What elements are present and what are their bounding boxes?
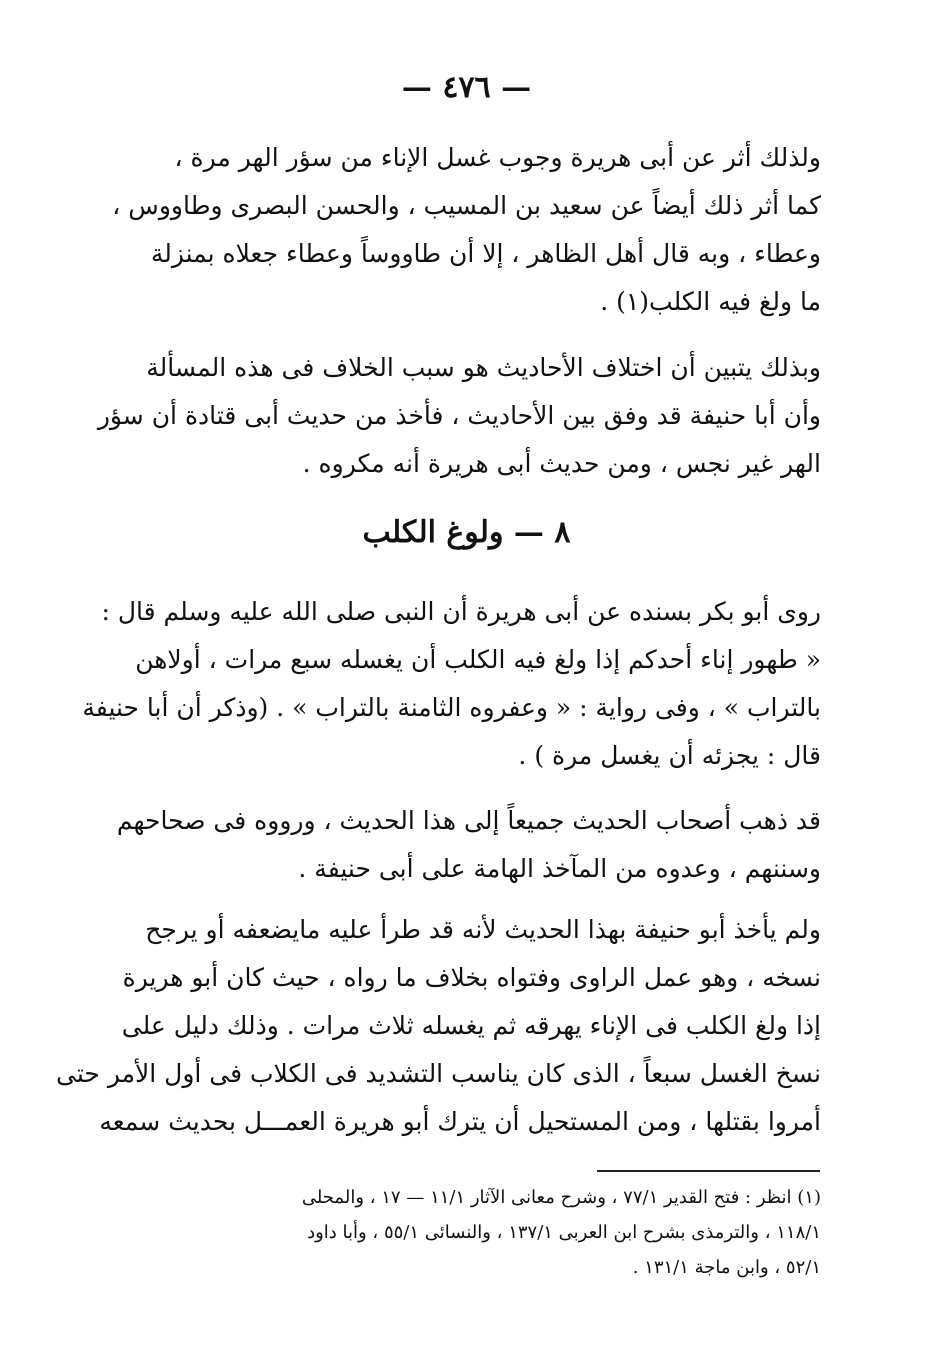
- paragraph-hadith-difference: [97, 344, 821, 488]
- paragraph-line: ما ولغ فيه الكلب(١) .: [600, 287, 821, 316]
- paragraph-line: ولذلك أثر عن أبى هريرة وجوب غسل الإناء من سؤر الهر مرة ،: [174, 143, 821, 172]
- paragraph-line: بالتراب » ، وفى رواية : « وعفروه الثامنة بالتراب » . (وذكر أن أبا حنيفة: [82, 693, 821, 722]
- page-number: — ٤٧٦ —: [401, 70, 532, 105]
- paragraph-line: الهر غير نجس ، ومن حديث أبى هريرة أنه مكروه .: [302, 449, 821, 478]
- footnote: [163, 1180, 821, 1285]
- paragraph-line: إذا ولغ الكلب فى الإناء يهرقه ثم يغسله ثلاث مرات . وذلك دليل على: [121, 1011, 821, 1040]
- paragraph-line: قد ذهب أصحاب الحديث جميعاً إلى هذا الحديث ، ورووه فى صحاحهم: [116, 806, 821, 835]
- paragraph-hadith-scholars: [116, 797, 821, 893]
- paragraph-line: « طهور إناء أحدكم إذا ولغ فيه الكلب أن يغسله سبع مرات ، أولاهن: [135, 645, 821, 674]
- paragraph-line: نسخ الغسل سبعاً ، الذى كان يناسب التشديد فى الكلاب فى أول الأمر حتى: [56, 1059, 821, 1088]
- section-heading: ٨ — ولوغ الكلب: [362, 515, 571, 550]
- footnote-divider: [597, 1170, 820, 1172]
- paragraph-line: نسخه ، وهو عمل الراوى وفتواه بخلاف ما رواه ، حيث كان أبو هريرة: [122, 963, 821, 992]
- paragraph-line: وأن أبا حنيفة قد وفق بين الأحاديث ، فأخذ من حديث أبى قتادة أن سؤر: [97, 401, 821, 430]
- footnote-line: (١) انظر : فتح القدير ٧٧/١ ، وشرح معانى الآثار ١١/١ — ١٧ ، والمحلى: [301, 1187, 821, 1208]
- paragraph-abu-bakr-narration: [82, 588, 821, 780]
- paragraph-line: وبذلك يتبين أن اختلاف الأحاديث هو سبب الخلاف فى هذه المسألة: [146, 353, 821, 382]
- paragraph-line: ولم يأخذ أبو حنيفة بهذا الحديث لأنه قد طرأ عليه مايضعفه أو يرجح: [145, 915, 821, 944]
- paragraph-abu-hanifa-reasoning: [56, 906, 821, 1146]
- paragraph-line: كما أثر ذلك أيضاً عن سعيد بن المسيب ، والحسن البصرى وطاووس ،: [112, 191, 821, 220]
- paragraph-line: قال : يجزئه أن يغسل مرة ) .: [518, 741, 821, 770]
- paragraph-cat-saliva-athar: [112, 134, 821, 326]
- footnote-line: ٥٢/١ ، وابن ماجة ١٣١/١ .: [632, 1257, 821, 1278]
- paragraph-line: روى أبو بكر بسنده عن أبى هريرة أن النبى صلى الله عليه وسلم قال :: [101, 597, 821, 626]
- paragraph-line: وعطاء ، وبه قال أهل الظاهر ، إلا أن طاووساً وعطاء جعلاه بمنزلة: [150, 239, 821, 268]
- footnote-line: ١١٨/١ ، والترمذى بشرح ابن العربى ١٣٧/١ ، والنسائى ٥٥/١ ، وأبا داود: [307, 1222, 821, 1243]
- paragraph-line: وسننهم ، وعدوه من المآخذ الهامة على أبى حنيفة .: [298, 854, 821, 883]
- paragraph-line: أمروا بقتلها ، ومن المستحيل أن يترك أبو هريرة العمـــل بحديث سمعه: [99, 1107, 821, 1136]
